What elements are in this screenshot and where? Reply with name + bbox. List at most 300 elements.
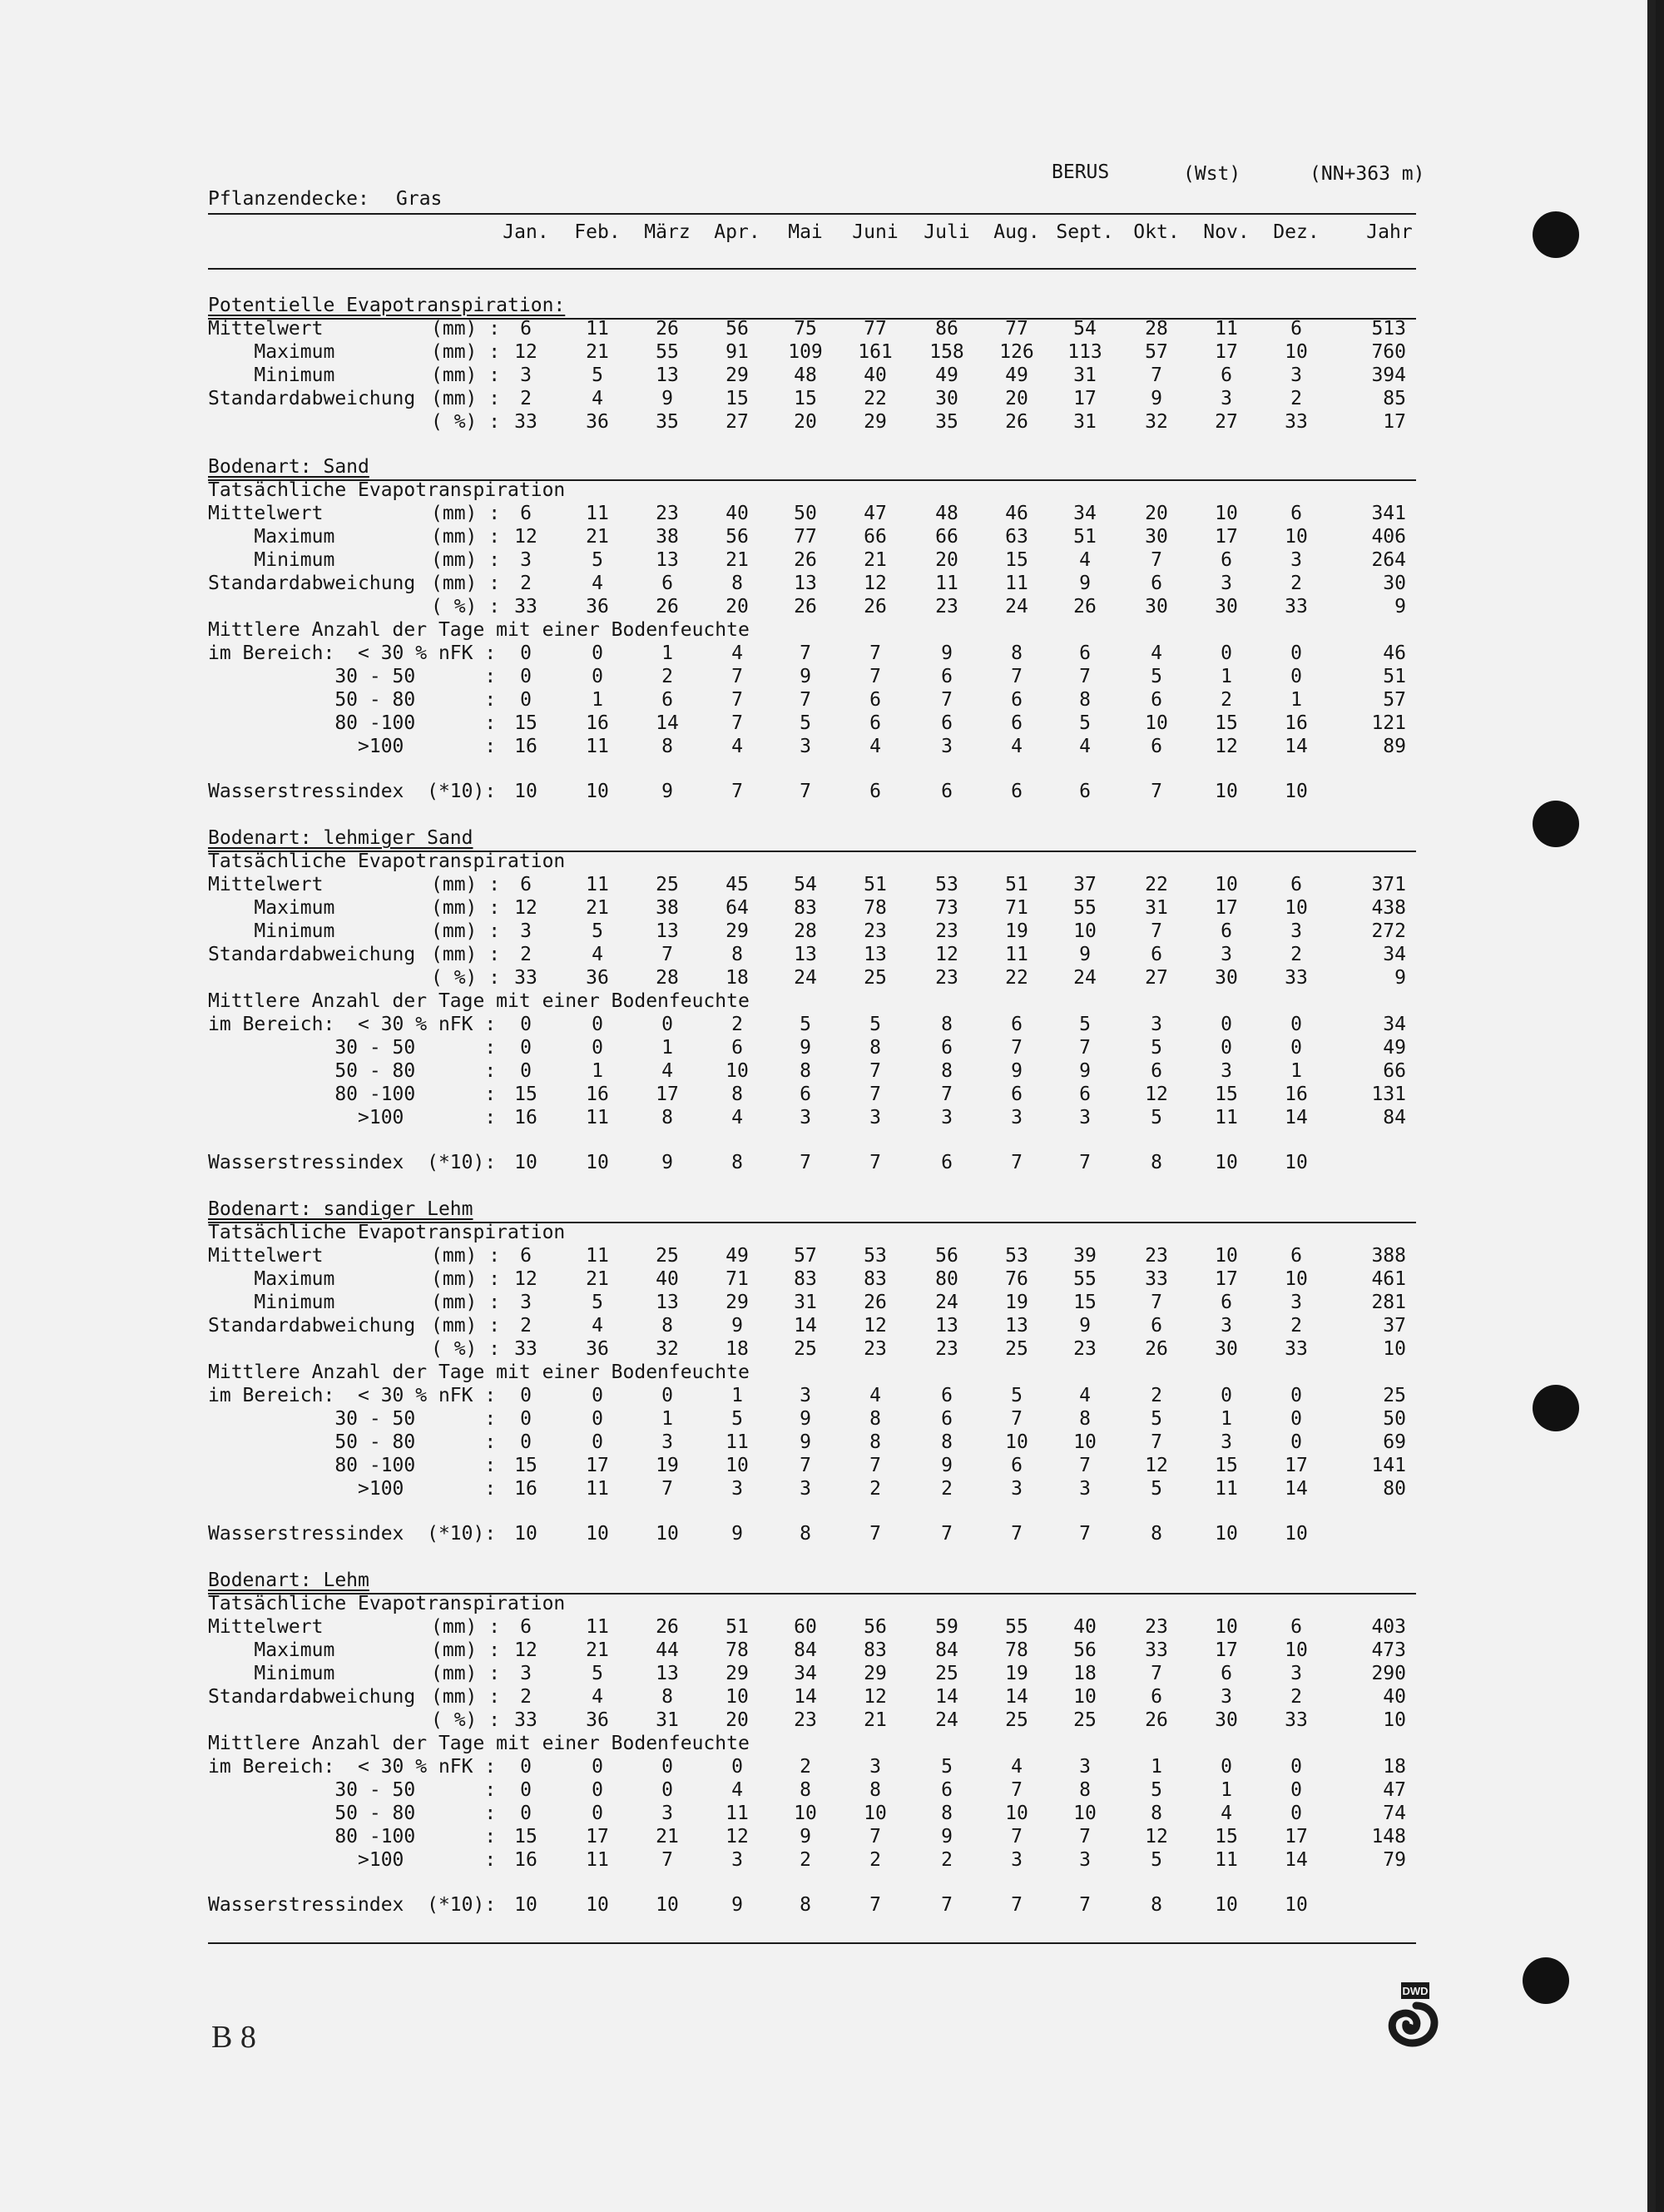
row-unit: (mm) : — [431, 1639, 501, 1661]
table-cell: 7 — [800, 689, 811, 711]
table-cell: 17 — [1285, 1826, 1308, 1847]
row-unit: (mm) : — [431, 526, 501, 548]
table-cell: 2 — [661, 666, 673, 687]
column-header: Okt. — [1133, 221, 1180, 243]
table-cell: 10 — [1285, 1894, 1308, 1916]
days-row — [0, 1826, 1664, 1849]
table-cell: 46 — [1005, 503, 1028, 524]
row-label: 80 -100 : — [208, 712, 497, 734]
row-label: 30 - 50 : — [208, 1779, 497, 1801]
table-cell: 3 — [731, 1478, 743, 1500]
table-cell: 2 — [800, 1849, 811, 1871]
table-cell: 49 — [1005, 365, 1028, 386]
year-cell: 388 — [1371, 1245, 1406, 1267]
table-cell: 7 — [869, 1826, 881, 1847]
table-cell: 10 — [586, 1894, 609, 1916]
row-unit: (mm) : — [431, 1315, 501, 1337]
table-cell: 44 — [656, 1639, 679, 1661]
table-cell: 20 — [726, 596, 749, 617]
table-cell: 15 — [1215, 1084, 1238, 1105]
table-cell: 13 — [656, 1292, 679, 1313]
table-cell: 33 — [514, 411, 537, 433]
table-cell: 15 — [514, 1084, 537, 1105]
days-row — [0, 1408, 1664, 1431]
row-label: Standardabweichung — [208, 1686, 416, 1708]
table-row — [0, 1338, 1664, 1361]
table-cell: 2 — [520, 388, 532, 409]
year-cell: 34 — [1383, 944, 1406, 965]
year-cell: 85 — [1383, 388, 1406, 409]
row-label: Wasserstressindex (*10): — [208, 1152, 497, 1173]
table-cell: 13 — [935, 1315, 958, 1337]
table-cell: 31 — [656, 1709, 679, 1731]
table-cell: 26 — [656, 1616, 679, 1638]
table-cell: 10 — [1073, 1686, 1097, 1708]
table-cell: 9 — [1079, 573, 1091, 594]
table-cell: 7 — [1079, 1152, 1091, 1173]
table-cell: 21 — [864, 1709, 887, 1731]
table-cell: 6 — [1290, 1616, 1302, 1638]
vegetation-label: Pflanzendecke: — [208, 188, 369, 210]
row-unit: (mm) : — [431, 897, 501, 919]
table-cell: 7 — [869, 1455, 881, 1476]
table-cell: 13 — [864, 944, 887, 965]
table-cell: 71 — [726, 1268, 749, 1290]
row-label: >100 : — [208, 736, 497, 757]
table-cell: 6 — [1151, 736, 1162, 757]
table-cell: 16 — [1285, 1084, 1308, 1105]
table-cell: 10 — [1285, 1152, 1308, 1173]
table-cell: 0 — [1221, 1756, 1232, 1778]
table-cell: 24 — [935, 1292, 958, 1313]
row-label: 80 -100 : — [208, 1455, 497, 1476]
table-cell: 26 — [1145, 1709, 1168, 1731]
table-cell: 5 — [731, 1408, 743, 1430]
table-cell: 7 — [1151, 365, 1162, 386]
table-cell: 21 — [586, 526, 609, 548]
table-cell: 56 — [1073, 1639, 1097, 1661]
table-cell: 8 — [941, 1431, 953, 1453]
column-header: Juni — [852, 221, 899, 243]
table-row — [0, 944, 1664, 967]
row-label: im Bereich: < 30 % nFK : — [208, 1014, 497, 1035]
table-cell: 7 — [1011, 1408, 1023, 1430]
table-cell: 16 — [514, 1478, 537, 1500]
year-cell: 18 — [1383, 1756, 1406, 1778]
table-cell: 7 — [869, 1152, 881, 1173]
row-label: Mittelwert — [208, 1616, 324, 1638]
table-cell: 5 — [800, 712, 811, 734]
table-cell: 38 — [656, 526, 679, 548]
table-cell: 9 — [731, 1315, 743, 1337]
row-unit: (mm) : — [431, 1686, 501, 1708]
table-cell: 6 — [1011, 712, 1023, 734]
table-cell: 161 — [858, 341, 893, 363]
row-label: 50 - 80 : — [208, 689, 497, 711]
table-cell: 1 — [661, 1408, 673, 1430]
section-title: Bodenart: sandiger Lehm — [208, 1198, 473, 1220]
year-cell: 403 — [1371, 1616, 1406, 1638]
table-cell: 2 — [1290, 388, 1302, 409]
column-header: März — [644, 221, 691, 243]
table-cell: 10 — [1285, 781, 1308, 802]
table-cell: 64 — [726, 897, 749, 919]
table-cell: 33 — [514, 967, 537, 989]
table-cell: 22 — [1005, 967, 1028, 989]
table-cell: 11 — [1005, 573, 1028, 594]
row-unit: (mm) : — [431, 503, 501, 524]
table-cell: 14 — [1285, 1849, 1308, 1871]
table-cell: 48 — [794, 365, 817, 386]
table-cell: 2 — [800, 1756, 811, 1778]
row-label: Maximum — [208, 341, 335, 363]
table-cell: 47 — [864, 503, 887, 524]
table-row — [0, 874, 1664, 897]
row-label: Standardabweichung — [208, 388, 416, 409]
table-cell: 1 — [1290, 1060, 1302, 1082]
table-cell: 8 — [1079, 1408, 1091, 1430]
table-cell: 35 — [935, 411, 958, 433]
table-cell: 23 — [864, 920, 887, 942]
table-cell: 12 — [726, 1826, 749, 1847]
table-cell: 6 — [941, 1408, 953, 1430]
table-cell: 30 — [1215, 596, 1238, 617]
table-cell: 33 — [1285, 1338, 1308, 1360]
table-cell: 31 — [794, 1292, 817, 1313]
table-cell: 6 — [1011, 689, 1023, 711]
table-cell: 10 — [1073, 920, 1097, 942]
table-cell: 16 — [514, 1849, 537, 1871]
table-cell: 20 — [726, 1709, 749, 1731]
table-cell: 3 — [800, 1478, 811, 1500]
table-cell: 3 — [1221, 1060, 1232, 1082]
table-cell: 7 — [941, 689, 953, 711]
table-cell: 4 — [1011, 1756, 1023, 1778]
table-cell: 0 — [520, 1037, 532, 1059]
table-cell: 12 — [514, 1268, 537, 1290]
table-cell: 86 — [935, 318, 958, 340]
table-cell: 2 — [1290, 944, 1302, 965]
table-cell: 27 — [1145, 967, 1168, 989]
table-cell: 10 — [656, 1894, 679, 1916]
table-cell: 25 — [864, 967, 887, 989]
table-cell: 66 — [935, 526, 958, 548]
table-cell: 6 — [520, 874, 532, 895]
year-cell: 760 — [1371, 341, 1406, 363]
days-row — [0, 736, 1664, 759]
table-cell: 0 — [520, 1060, 532, 1082]
table-cell: 6 — [1079, 781, 1091, 802]
table-cell: 7 — [800, 1455, 811, 1476]
column-header: Aug. — [993, 221, 1040, 243]
table-cell: 2 — [520, 944, 532, 965]
table-cell: 4 — [592, 944, 603, 965]
table-cell: 53 — [935, 874, 958, 895]
table-row — [0, 1315, 1664, 1338]
column-header: Sept. — [1056, 221, 1114, 243]
table-cell: 8 — [1079, 1779, 1091, 1801]
table-cell: 1 — [1221, 1408, 1232, 1430]
table-cell: 10 — [514, 1894, 537, 1916]
days-title: Mittlere Anzahl der Tage mit einer Bodenfeuchte — [208, 990, 750, 1012]
table-cell: 83 — [864, 1268, 887, 1290]
table-cell: 1 — [661, 1037, 673, 1059]
year-cell: 341 — [1371, 503, 1406, 524]
row-label: Minimum — [208, 365, 335, 386]
table-cell: 7 — [731, 781, 743, 802]
table-cell: 2 — [1290, 1315, 1302, 1337]
table-cell: 1 — [1221, 1779, 1232, 1801]
table-cell: 8 — [1151, 1894, 1162, 1916]
table-cell: 0 — [520, 666, 532, 687]
row-label: Wasserstressindex (*10): — [208, 781, 497, 802]
table-cell: 54 — [1073, 318, 1097, 340]
table-cell: 10 — [726, 1060, 749, 1082]
table-cell: 0 — [520, 1408, 532, 1430]
table-cell: 77 — [864, 318, 887, 340]
table-cell: 4 — [731, 1107, 743, 1128]
table-cell: 11 — [586, 874, 609, 895]
table-cell: 11 — [586, 1478, 609, 1500]
table-cell: 25 — [1005, 1709, 1028, 1731]
table-cell: 6 — [1011, 1014, 1023, 1035]
table-cell: 5 — [592, 1663, 603, 1684]
table-cell: 4 — [731, 642, 743, 664]
table-cell: 5 — [1151, 1037, 1162, 1059]
table-cell: 4 — [1079, 1385, 1091, 1406]
table-cell: 6 — [1079, 1084, 1091, 1105]
table-cell: 55 — [1073, 897, 1097, 919]
table-cell: 49 — [726, 1245, 749, 1267]
year-cell: 9 — [1394, 967, 1406, 989]
section-subtitle: Tatsächliche Evapotranspiration — [208, 1593, 566, 1614]
table-cell: 25 — [1073, 1709, 1097, 1731]
table-cell: 23 — [656, 503, 679, 524]
days-row — [0, 1037, 1664, 1060]
year-cell: 141 — [1371, 1455, 1406, 1476]
table-cell: 3 — [1079, 1756, 1091, 1778]
table-cell: 51 — [726, 1616, 749, 1638]
table-cell: 7 — [1151, 1292, 1162, 1313]
days-title: Mittlere Anzahl der Tage mit einer Bodenfeuchte — [208, 1361, 750, 1383]
table-cell: 17 — [1215, 526, 1238, 548]
table-cell: 6 — [520, 503, 532, 524]
days-row — [0, 1756, 1664, 1779]
table-cell: 10 — [1145, 712, 1168, 734]
table-cell: 26 — [864, 1292, 887, 1313]
table-cell: 9 — [800, 1408, 811, 1430]
table-cell: 29 — [864, 411, 887, 433]
row-unit: (mm) : — [431, 549, 501, 571]
row-label: 30 - 50 : — [208, 1037, 497, 1059]
table-cell: 4 — [592, 1315, 603, 1337]
table-cell: 30 — [1215, 1709, 1238, 1731]
table-cell: 2 — [1290, 1686, 1302, 1708]
table-cell: 51 — [1073, 526, 1097, 548]
table-cell: 80 — [935, 1268, 958, 1290]
table-cell: 21 — [586, 897, 609, 919]
days-row — [0, 689, 1664, 712]
table-cell: 21 — [586, 1268, 609, 1290]
table-cell: 8 — [661, 1315, 673, 1337]
table-cell: 23 — [935, 967, 958, 989]
table-cell: 12 — [864, 1315, 887, 1337]
table-cell: 6 — [1151, 1315, 1162, 1337]
table-cell: 5 — [1151, 1107, 1162, 1128]
table-cell: 13 — [656, 1663, 679, 1684]
row-unit: (mm) : — [431, 388, 501, 409]
table-cell: 36 — [586, 967, 609, 989]
table-cell: 3 — [661, 1803, 673, 1824]
table-cell: 16 — [586, 1084, 609, 1105]
table-cell: 0 — [1290, 1385, 1302, 1406]
row-label: Minimum — [208, 920, 335, 942]
column-header: Jan. — [503, 221, 549, 243]
table-cell: 14 — [1005, 1686, 1028, 1708]
table-cell: 33 — [1285, 411, 1308, 433]
row-label: Wasserstressindex (*10): — [208, 1523, 497, 1545]
year-cell: 281 — [1371, 1292, 1406, 1313]
table-cell: 27 — [726, 411, 749, 433]
table-cell: 3 — [1011, 1478, 1023, 1500]
table-cell: 2 — [941, 1478, 953, 1500]
table-cell: 109 — [788, 341, 823, 363]
table-cell: 3 — [731, 1849, 743, 1871]
station-type: (Wst) — [1183, 163, 1241, 185]
table-cell: 57 — [794, 1245, 817, 1267]
punch-hole — [1533, 801, 1579, 847]
table-cell: 37 — [1073, 874, 1097, 895]
table-cell: 5 — [800, 1014, 811, 1035]
year-cell: 25 — [1383, 1385, 1406, 1406]
table-cell: 10 — [1005, 1803, 1028, 1824]
table-cell: 0 — [1221, 642, 1232, 664]
table-cell: 73 — [935, 897, 958, 919]
table-cell: 3 — [520, 920, 532, 942]
table-cell: 5 — [592, 549, 603, 571]
table-cell: 7 — [1079, 1826, 1091, 1847]
year-cell: 69 — [1383, 1431, 1406, 1453]
table-cell: 18 — [726, 1338, 749, 1360]
table-cell: 12 — [1145, 1826, 1168, 1847]
row-label: >100 : — [208, 1849, 497, 1871]
table-cell: 2 — [941, 1849, 953, 1871]
table-cell: 36 — [586, 596, 609, 617]
table-cell: 3 — [1221, 1431, 1232, 1453]
row-unit: (mm) : — [431, 573, 501, 594]
column-header: Mai — [788, 221, 823, 243]
table-row — [0, 526, 1664, 549]
table-cell: 23 — [935, 1338, 958, 1360]
table-cell: 6 — [1011, 781, 1023, 802]
table-cell: 0 — [661, 1779, 673, 1801]
table-cell: 40 — [656, 1268, 679, 1290]
table-cell: 20 — [1145, 503, 1168, 524]
section-title: Bodenart: Lehm — [208, 1570, 369, 1591]
row-label: 80 -100 : — [208, 1826, 497, 1847]
table-cell: 19 — [1005, 1663, 1028, 1684]
table-cell: 0 — [1290, 1014, 1302, 1035]
table-cell: 9 — [800, 666, 811, 687]
table-cell: 0 — [661, 1014, 673, 1035]
table-cell: 10 — [1215, 1894, 1238, 1916]
row-unit: (mm) : — [431, 1268, 501, 1290]
table-cell: 30 — [1215, 1338, 1238, 1360]
days-row — [0, 666, 1664, 689]
table-cell: 15 — [726, 388, 749, 409]
table-cell: 6 — [1290, 503, 1302, 524]
table-cell: 23 — [1145, 1616, 1168, 1638]
table-cell: 11 — [935, 573, 958, 594]
table-cell: 21 — [864, 549, 887, 571]
table-cell: 0 — [592, 1431, 603, 1453]
table-cell: 7 — [1079, 1037, 1091, 1059]
table-cell: 32 — [1145, 411, 1168, 433]
year-cell: 131 — [1371, 1084, 1406, 1105]
table-cell: 6 — [1221, 365, 1232, 386]
table-cell: 33 — [1285, 967, 1308, 989]
table-cell: 28 — [656, 967, 679, 989]
table-row — [0, 411, 1664, 434]
dwd-logo-icon — [1383, 1981, 1443, 2056]
table-cell: 18 — [1073, 1663, 1097, 1684]
table-cell: 10 — [514, 1523, 537, 1545]
table-cell: 33 — [514, 1709, 537, 1731]
table-cell: 17 — [1215, 1268, 1238, 1290]
table-cell: 3 — [1290, 1292, 1302, 1313]
table-cell: 7 — [1079, 1523, 1091, 1545]
table-cell: 12 — [935, 944, 958, 965]
table-cell: 7 — [1151, 549, 1162, 571]
wsi-row — [0, 781, 1664, 804]
days-title: Mittlere Anzahl der Tage mit einer Bodenfeuchte — [208, 1733, 750, 1754]
days-row — [0, 712, 1664, 736]
table-cell: 56 — [726, 318, 749, 340]
table-cell: 12 — [514, 341, 537, 363]
table-cell: 6 — [800, 1084, 811, 1105]
table-cell: 4 — [869, 736, 881, 757]
year-cell: 74 — [1383, 1803, 1406, 1824]
wsi-row — [0, 1152, 1664, 1175]
table-cell: 53 — [1005, 1245, 1028, 1267]
section-subtitle: Tatsächliche Evapotranspiration — [208, 851, 566, 872]
table-cell: 4 — [592, 388, 603, 409]
table-cell: 10 — [514, 781, 537, 802]
table-cell: 1 — [1151, 1756, 1162, 1778]
table-cell: 0 — [1290, 1431, 1302, 1453]
table-cell: 32 — [656, 1338, 679, 1360]
table-cell: 3 — [661, 1431, 673, 1453]
table-row — [0, 388, 1664, 411]
table-cell: 25 — [794, 1338, 817, 1360]
table-cell: 10 — [1215, 1523, 1238, 1545]
table-cell: 27 — [1215, 411, 1238, 433]
table-cell: 66 — [864, 526, 887, 548]
table-cell: 83 — [794, 1268, 817, 1290]
table-cell: 158 — [929, 341, 964, 363]
table-cell: 0 — [520, 689, 532, 711]
table-cell: 8 — [800, 1523, 811, 1545]
table-cell: 10 — [1215, 1245, 1238, 1267]
table-cell: 3 — [869, 1756, 881, 1778]
table-cell: 6 — [869, 689, 881, 711]
table-cell: 11 — [586, 318, 609, 340]
table-cell: 7 — [1151, 1663, 1162, 1684]
table-cell: 26 — [794, 596, 817, 617]
table-cell: 17 — [656, 1084, 679, 1105]
table-cell: 33 — [1145, 1639, 1168, 1661]
table-cell: 36 — [586, 411, 609, 433]
